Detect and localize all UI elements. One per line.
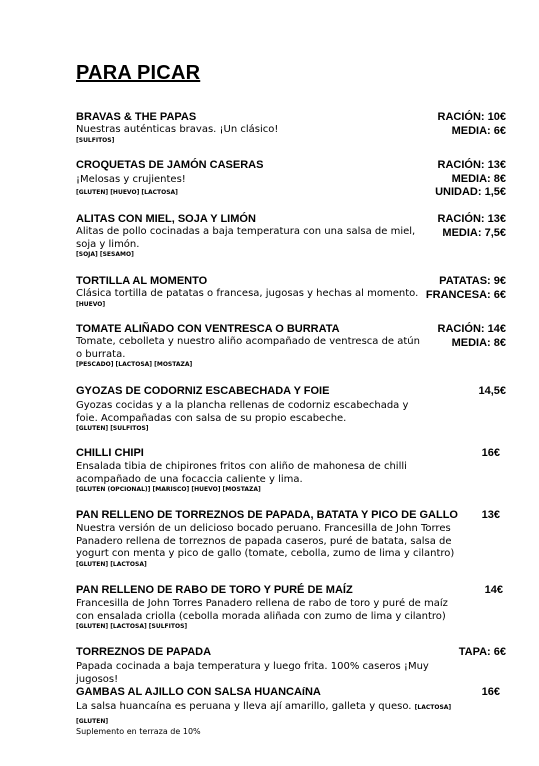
menu-item-pan-relleno-torreznos xyxy=(76,509,506,569)
item-price: 13€ xyxy=(481,509,500,521)
item-description: Tomate, cebolleta y nuestro aliño acompañado de ventresca de atún o burrata. xyxy=(76,336,420,360)
menu-item-tortilla xyxy=(76,275,506,309)
item-price: MEDIA: 8€ xyxy=(451,336,506,349)
item-name: CROQUETAS DE JAMÓN CASERAS xyxy=(76,159,264,171)
item-description: Alitas de pollo cocinadas a baja temperatura con una salsa de miel, soja y limón. xyxy=(76,226,416,250)
item-price: RACIÓN: 13€ xyxy=(437,159,506,171)
footnote: Suplemento en terraza de 10% xyxy=(76,727,201,736)
item-price: MEDIA: 7,5€ xyxy=(442,226,506,239)
item-price: 14,5€ xyxy=(478,385,506,397)
item-price: RACIÓN: 13€ xyxy=(437,213,506,225)
item-description: Francesilla de John Torres Panadero rellena de rabo de toro y puré de maíz con ensalada criolla (cebolla morada aliñada con zumo de lima y cilantro) xyxy=(76,598,448,622)
item-allergens: [GLUTEN] [LACTOSA] [SULFITOS] xyxy=(76,623,188,630)
menu-item-gambas-al-ajillo xyxy=(76,686,506,728)
item-name: GAMBAS AL AJILLO CON SALSA HUANCAíNA xyxy=(76,686,321,698)
item-price: RACIÓN: 14€ xyxy=(437,323,506,335)
page-title: PARA PICAR xyxy=(76,62,201,84)
item-name: TOMATE ALIÑADO CON VENTRESCA O BURRATA xyxy=(76,323,340,335)
menu-item-croquetas xyxy=(76,159,506,200)
item-name: BRAVAS & THE PAPAS xyxy=(76,111,197,123)
item-allergens: [GLUTEN] [SULFITOS] xyxy=(76,425,149,432)
item-allergens: [SULFITOS] xyxy=(76,136,115,144)
menu-item-pan-relleno-rabo-de-toro xyxy=(76,584,506,631)
item-price: PATATAS: 9€ xyxy=(439,275,506,287)
menu-item-gyozas xyxy=(76,385,506,433)
item-description: Papada cocinada a baja temperatura y luego frita. 100% caseros ¡Muy jugosos! xyxy=(76,661,429,685)
item-name: TORTILLA AL MOMENTO xyxy=(76,275,208,287)
item-price: RACIÓN: 10€ xyxy=(437,111,506,123)
item-allergens: [GLUTEN] [HUEVO] [LACTOSA] xyxy=(76,188,178,196)
item-allergens: [LACTOSA] [GLUTEN] xyxy=(76,704,452,725)
item-description: Ensalada tibia de chipirones fritos con aliño de mahonesa de chilli acompañado de una focaccia caliente y lima. xyxy=(76,461,407,485)
item-description: Gyozas cocidas y a la plancha rellenas de codorniz escabechada y foie. Acompañadas con salsa de su propio escabeche. xyxy=(76,400,409,424)
item-price: 16€ xyxy=(481,447,500,459)
item-price: UNIDAD: 1,5€ xyxy=(435,186,506,198)
item-price: MEDIA: 6€ xyxy=(451,124,506,137)
item-name: GYOZAS DE CODORNIZ ESCABECHADA Y FOIE xyxy=(76,385,330,397)
item-price: FRANCESA: 6€ xyxy=(425,288,506,301)
menu-item-chilli-chipi xyxy=(76,447,506,494)
item-name: PAN RELLENO DE TORREZNOS DE PAPADA, BATATA Y PICO DE GALLO xyxy=(76,509,458,521)
item-name: PAN RELLENO DE RABO DE TORO Y PURÉ DE MAÍZ xyxy=(76,584,353,596)
item-description: Clásica tortilla de patatas o francesa, jugosas y hechas al momento. xyxy=(76,288,419,299)
item-allergens: [GLUTEN (OPCIONAL)] [MARISCO] [HUEVO] [MOSTAZA] xyxy=(76,486,261,493)
item-name: CHILLI CHIPI xyxy=(76,447,144,459)
item-allergens: [PESCADO] [LACTOSA] [MOSTAZA] xyxy=(76,361,193,368)
menu-item-torreznos-de-papada xyxy=(76,646,506,686)
item-description: ¡Melosas y crujientes! xyxy=(76,174,186,185)
item-price: TAPA: 6€ xyxy=(458,646,506,658)
item-description: Nuestras auténticas bravas. ¡Un clásico! xyxy=(76,124,279,135)
menu-item-alitas xyxy=(76,213,506,259)
menu-item-bravas xyxy=(76,111,506,145)
item-allergens: [SOJA] [SESAMO] xyxy=(76,251,134,258)
item-price: 16€ xyxy=(481,686,500,698)
item-price: 14€ xyxy=(484,584,503,596)
menu-item-tomate xyxy=(76,323,506,369)
item-price: MEDIA: 8€ xyxy=(451,172,506,185)
item-allergens: [HUEVO] xyxy=(76,300,106,308)
item-description: La salsa huancaína es peruana y lleva ají amarillo, galleta y queso. xyxy=(76,701,412,712)
item-name: ALITAS CON MIEL, SOJA Y LIMÓN xyxy=(76,213,256,225)
item-allergens: [GLUTEN] [LACTOSA] xyxy=(76,560,147,568)
item-name: TORREZNOS DE PAPADA xyxy=(76,646,212,658)
item-description: Nuestra versión de un delicioso bocado peruano. Francesilla de John Torres Panadero rellena de torreznos de papada caseros, puré de batata, salsa de yogurt con menta y pico de gallo (tomate, cebolla, zumo de lima y cilantro) xyxy=(76,523,455,559)
